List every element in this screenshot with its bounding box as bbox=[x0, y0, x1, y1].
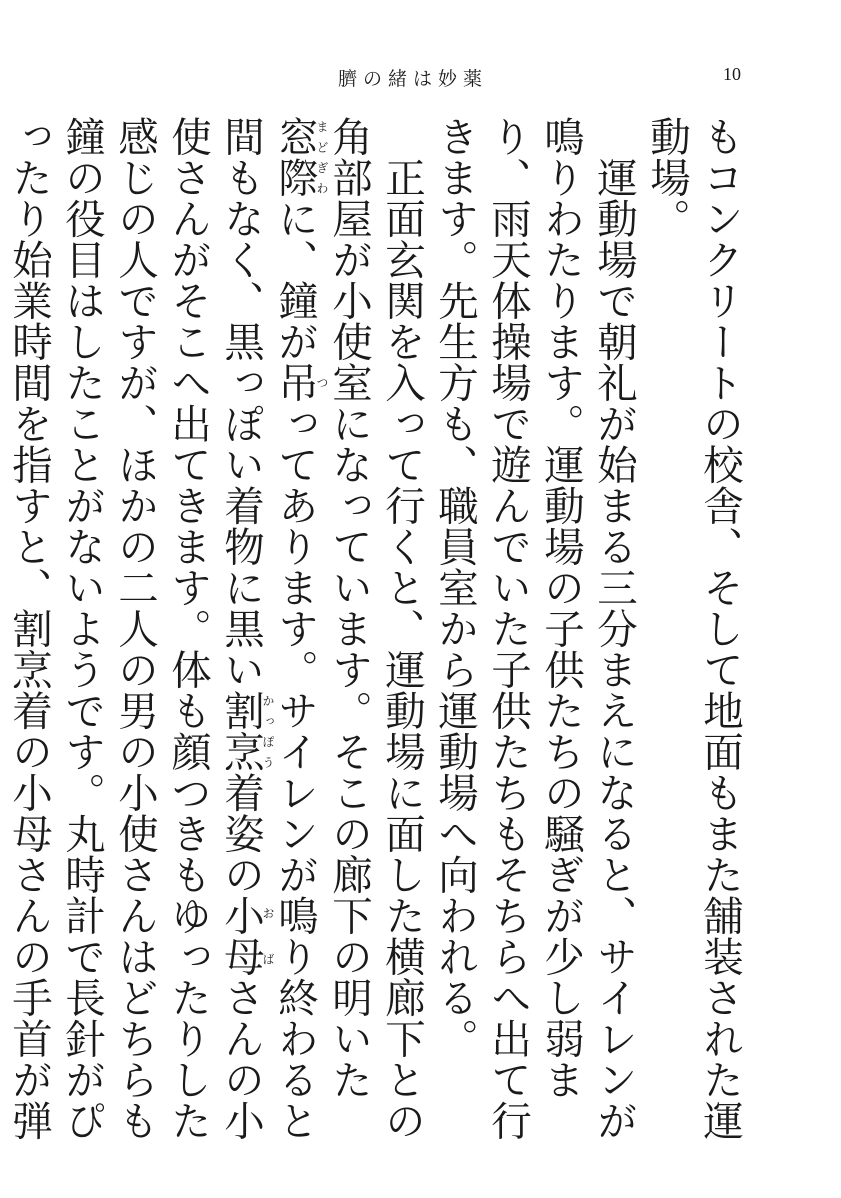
ruby-word bbox=[217, 690, 275, 772]
furigana: おば bbox=[261, 895, 275, 977]
furigana: つ bbox=[315, 362, 329, 403]
running-header bbox=[0, 62, 841, 92]
text-run: 正面玄関を入って行くと、運動場に面した横廊下との角部屋が小使室になっています。そこの廊下の明いた bbox=[325, 116, 426, 1141]
text-run: に、鐘が bbox=[271, 198, 319, 362]
furigana: かっぽう bbox=[261, 690, 275, 772]
paragraph bbox=[640, 116, 746, 1146]
ruby-base: 窓際 bbox=[271, 116, 319, 198]
text-run: もコンクリートの校舎、そして地面もまた舗装された運動場。 bbox=[643, 116, 744, 1141]
running-title: 臍の緒は妙薬 bbox=[338, 68, 489, 90]
page-number: 10 bbox=[723, 64, 741, 84]
ruby-base: 割烹 bbox=[217, 690, 265, 772]
paragraph bbox=[0, 116, 428, 1146]
ruby-word bbox=[217, 895, 275, 977]
ruby-word bbox=[271, 116, 329, 198]
text-run: さんの小使さんがそこへ出てきます。体も顔つきもゆったりした感じの人ですが、ほかの二人の男の小使さんはどちらも鐘の役目はしたことがないようです。丸時計で長針がぴったり始業時間を指すと、割烹着の小母さんの手首が弾 bbox=[5, 116, 265, 1141]
furigana: まどぎわ bbox=[315, 116, 329, 198]
ruby-base: 吊 bbox=[271, 362, 319, 403]
text-run: ってあります。サイレンが鳴り終わると間もなく、黒っぽい着物に黒い bbox=[217, 116, 319, 1141]
paragraph bbox=[428, 116, 640, 1146]
text-run: 運動場で朝礼が始まる三分まえになると、サイレンが鳴りわたります。運動場の子供たちの騒ぎが少し弱まり、雨天体操場で遊んでいた子供たちもそちらへ出て行きます。先生方も、職員室から運動場へ向われる。 bbox=[431, 116, 638, 1141]
text-run: 着姿の bbox=[217, 772, 265, 895]
ruby-base: 小母 bbox=[217, 895, 265, 977]
vertical-body-text bbox=[5, 116, 746, 1146]
ruby-word bbox=[271, 362, 329, 403]
